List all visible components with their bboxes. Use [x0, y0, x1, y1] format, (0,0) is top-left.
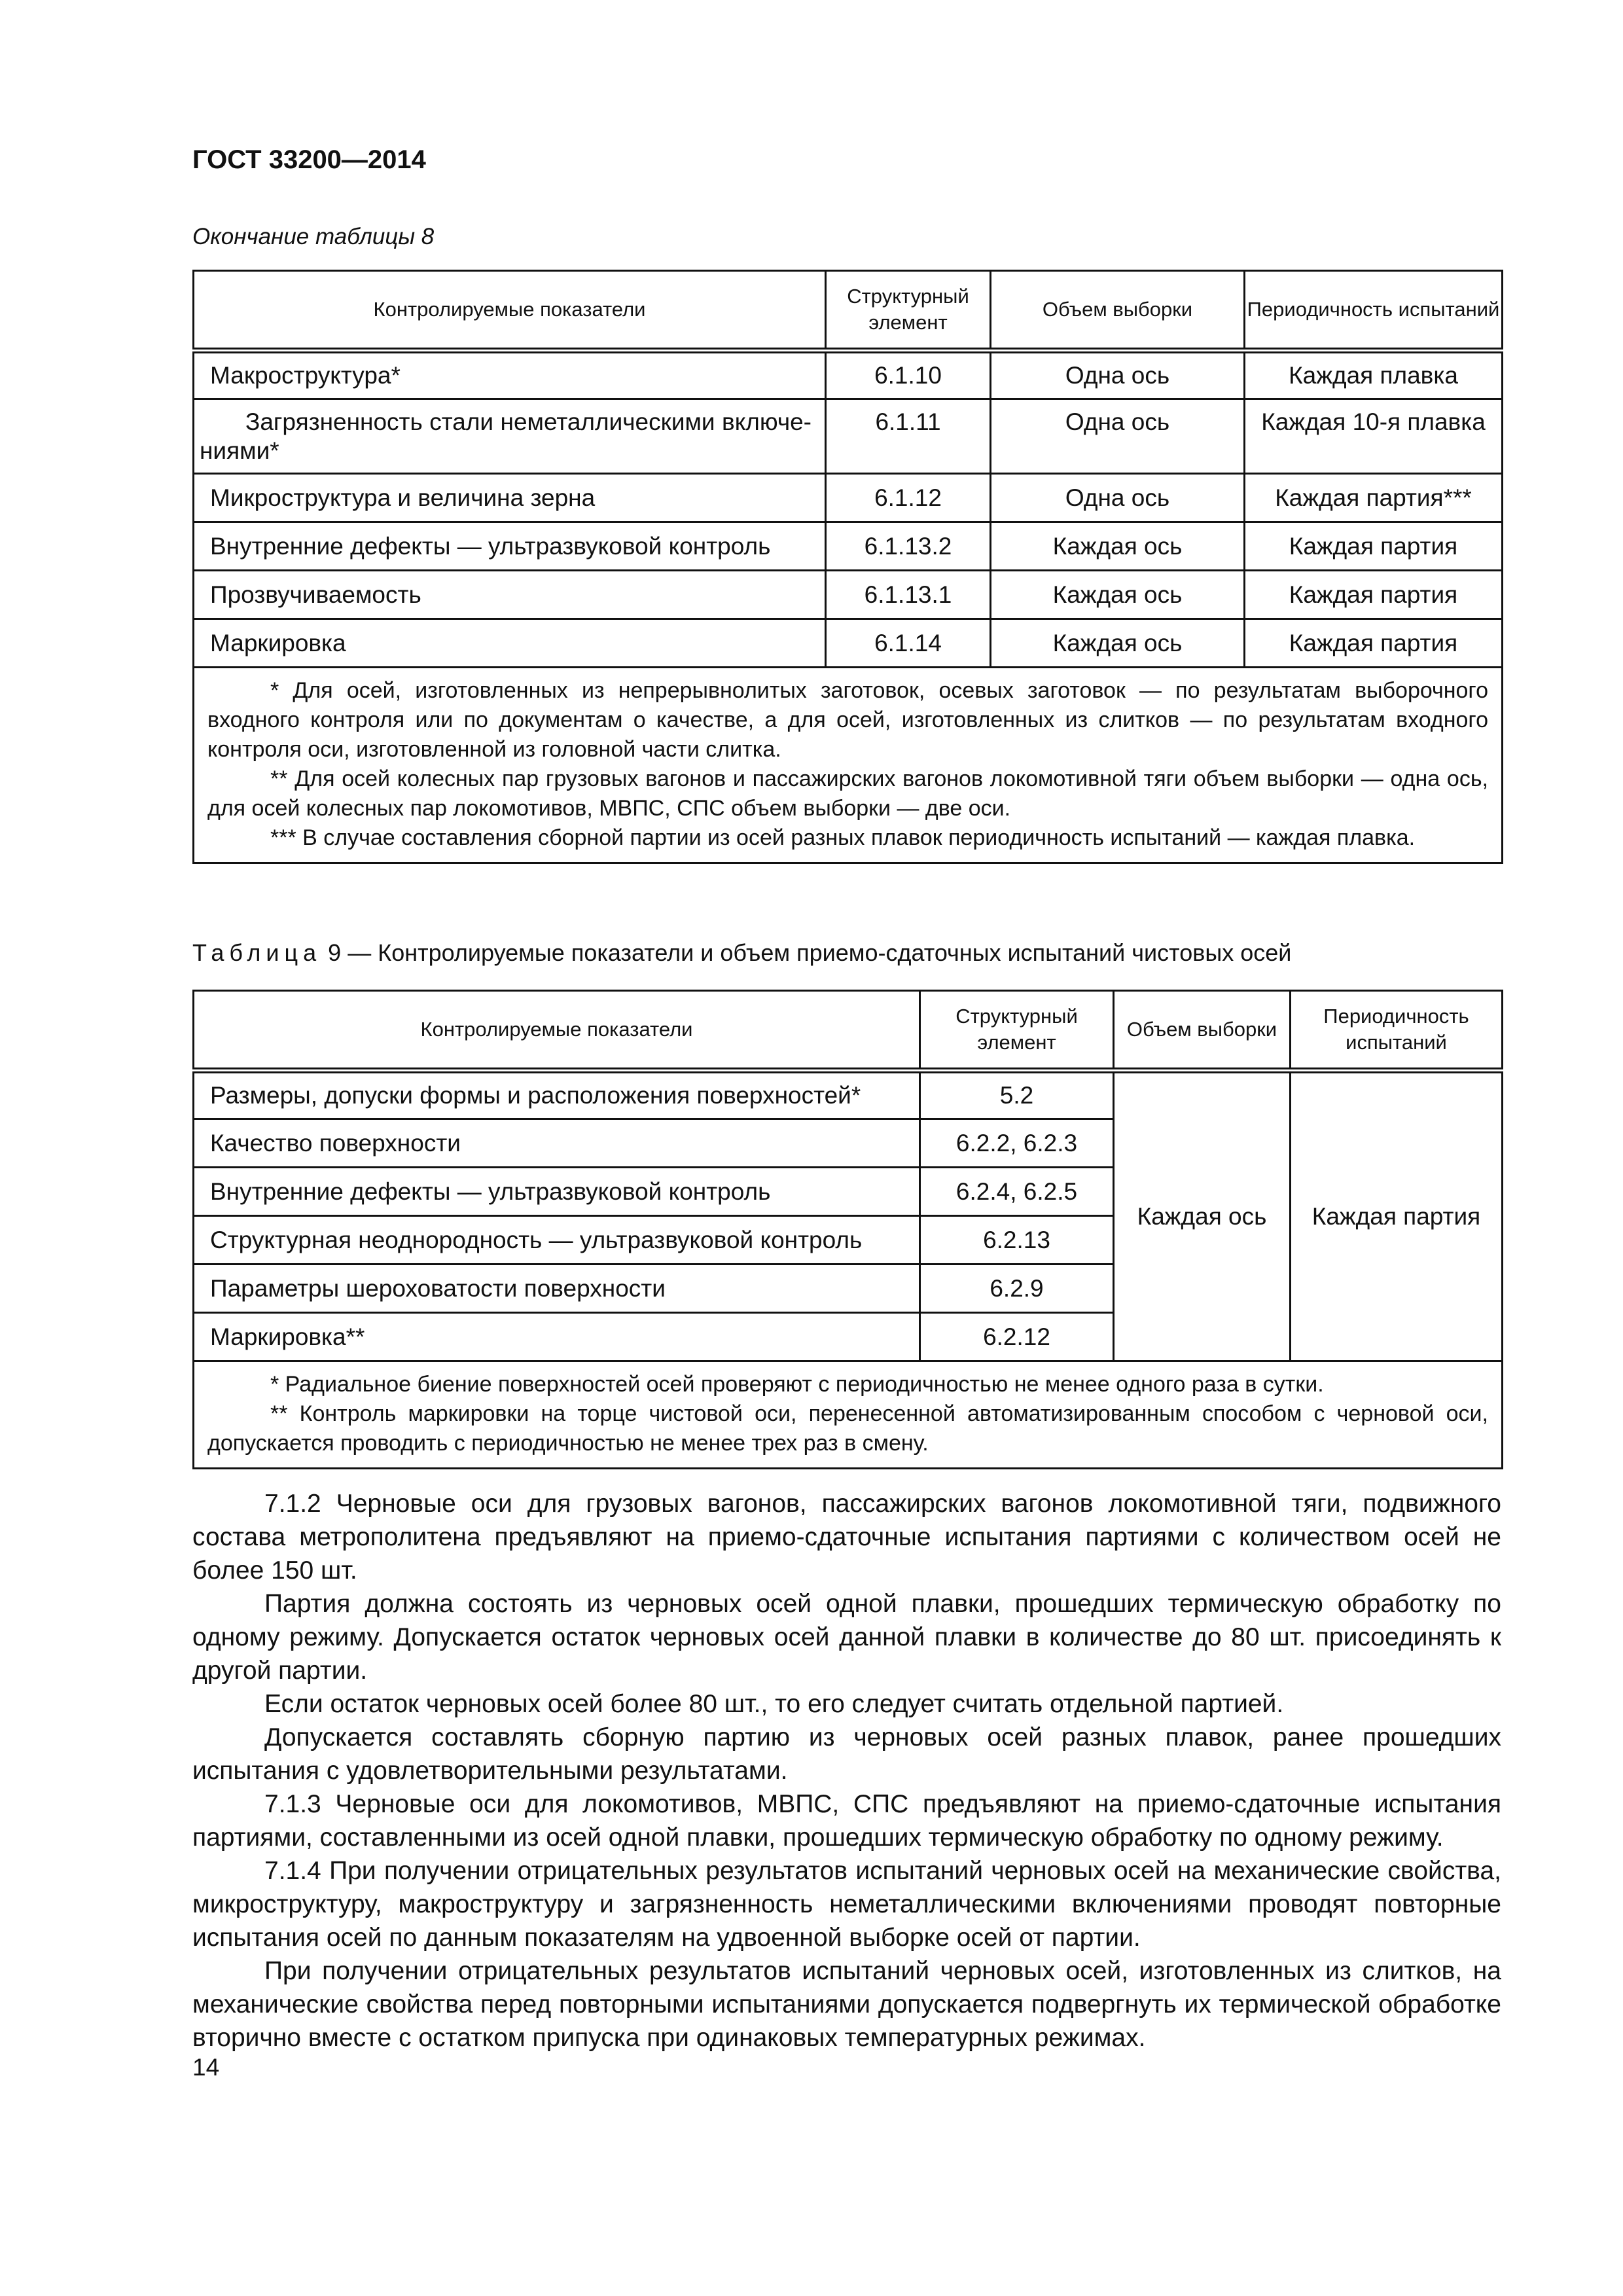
paragraph-7-1-3: 7.1.3 Черновые оси для локомотивов, МВПС, СПС предъявляют на приемо-сдаточные испытания партиями, составленными из осей одной плавки, прошедших термическую обработку по одному режиму. — [192, 1790, 1501, 1852]
cell-sample: Одна ось — [991, 474, 1245, 522]
table9-col-sample: Объем выборки — [1114, 991, 1291, 1071]
table9-col-indicators: Контролируемые показатели — [194, 991, 920, 1071]
table9-caption-text: — Контролируемые показатели и объем приемо-сдаточных испытаний чистовых осей — [348, 939, 1292, 966]
table8-notes-row — [194, 668, 1503, 863]
cell-indicator: Макроструктура* — [194, 351, 826, 399]
cell-element: 6.2.4, 6.2.5 — [920, 1168, 1114, 1216]
table9-note-2: ** Контроль маркировки на торце чистовой оси, перенесенной автоматизированным способом с черновой оси, допускается проводить с периодичностью не менее трех раз в смену. — [207, 1401, 1488, 1456]
cell-indicator: Размеры, допуски формы и расположения поверхностей* — [194, 1071, 920, 1119]
merged-sample-cell: Каждая ось — [1114, 1071, 1291, 1361]
paragraph-7-1-2: 7.1.2 Черновые оси для грузовых вагонов, пассажирских вагонов локомотивной тяги, подвижного состава метрополитена предъявляют на приемо-сдаточные испытания партиями с количеством осей не более 150 шт. — [192, 1490, 1501, 1585]
table-row — [194, 619, 1503, 668]
body-text — [192, 1487, 1501, 2054]
cell-indicator: Микроструктура и величина зерна — [194, 474, 826, 522]
paragraph: Если остаток черновых осей более 80 шт., то его следует считать отдельной партией. — [264, 1690, 1284, 1718]
cell-element: 6.1.10 — [826, 351, 991, 399]
cell-element: 6.2.13 — [920, 1216, 1114, 1265]
cell-element: 6.2.12 — [920, 1313, 1114, 1361]
table8-col-sample: Объем выборки — [991, 271, 1245, 351]
cell-sample: Одна ось — [991, 351, 1245, 399]
table-row — [194, 522, 1503, 571]
table-9 — [192, 990, 1503, 1469]
table-row — [194, 1071, 1503, 1119]
table8-col-period: Периодичность испытаний — [1245, 271, 1503, 351]
table-8 — [192, 270, 1503, 864]
cell-element: 6.1.13.1 — [826, 571, 991, 619]
table-row — [194, 351, 1503, 399]
cell-indicator: Структурная неоднородность — ультразвуковой контроль — [194, 1216, 920, 1265]
cell-sample: Каждая ось — [991, 619, 1245, 668]
paragraph: При получении отрицательных результатов испытаний черновых осей, изготовленных из слитков, на механические свойства перед повторными испытаниями допускается подвергнуть их термической обработке вторично вместе с остатком припуска при одинаковых температурных режимах. — [192, 1957, 1501, 2052]
cell-period: Каждая 10-я плавка — [1245, 399, 1503, 474]
cell-element: 6.1.12 — [826, 474, 991, 522]
cell-indicator: Качество поверхности — [194, 1119, 920, 1168]
cell-element: 6.2.9 — [920, 1265, 1114, 1313]
paragraph: Партия должна состоять из черновых осей одной плавки, прошедших термическую обработку по одному режиму. Допускается остаток черновых осей данной плавки в количестве до 80 шт. присоединять к другой партии. — [192, 1590, 1501, 1685]
cell-element: 6.1.14 — [826, 619, 991, 668]
cell-indicator: Внутренние дефекты — ультразвуковой контроль — [194, 1168, 920, 1216]
cell-sample: Каждая ось — [991, 571, 1245, 619]
cell-period: Каждая партия*** — [1245, 474, 1503, 522]
table8-header-row — [194, 271, 1503, 351]
table9-caption-number: 9 — [328, 939, 342, 966]
cell-indicator: Прозвучиваемость — [194, 571, 826, 619]
cell-indicator: Внутренние дефекты — ультразвуковой контроль — [194, 522, 826, 571]
table9-col-element: Структурный элемент — [920, 991, 1114, 1071]
cell-indicator: Маркировка** — [194, 1313, 920, 1361]
table-row — [194, 571, 1503, 619]
cell-period: Каждая партия — [1245, 522, 1503, 571]
cell-element: 6.2.2, 6.2.3 — [920, 1119, 1114, 1168]
cell-period: Каждая партия — [1245, 619, 1503, 668]
cell-period: Каждая партия — [1245, 571, 1503, 619]
cell-period: Каждая плавка — [1245, 351, 1503, 399]
table8-notes — [194, 668, 1503, 863]
cell-indicator: Загрязненность стали неметаллическими включе-ниями* — [194, 399, 826, 474]
table9-col-period: Периодичность испытаний — [1291, 991, 1503, 1071]
table8-col-indicators: Контролируемые показатели — [194, 271, 826, 351]
cell-element: 5.2 — [920, 1071, 1114, 1119]
document-code-header: ГОСТ 33200—2014 — [192, 145, 426, 174]
table9-note-1: * Радиальное биение поверхностей осей проверяют с периодичностью не менее одного раза в сутки. — [270, 1372, 1324, 1397]
cell-sample: Одна ось — [991, 399, 1245, 474]
table9-caption-label: Таблица — [192, 939, 322, 966]
cell-element: 6.1.11 — [826, 399, 991, 474]
table9-notes-row — [194, 1361, 1503, 1469]
table8-col-element: Структурный элемент — [826, 271, 991, 351]
paragraph-7-1-4: 7.1.4 При получении отрицательных результатов испытаний черновых осей на механические свойства, микроструктуру, макроструктуру и загрязненность неметаллическими включениями проводят повторные испытания осей по данным показателям на удвоенной выборке осей от партии. — [192, 1857, 1501, 1952]
table-row — [194, 474, 1503, 522]
table9-header-row — [194, 991, 1503, 1071]
cell-indicator: Параметры шероховатости поверхности — [194, 1265, 920, 1313]
merged-period-cell: Каждая партия — [1291, 1071, 1503, 1361]
paragraph: Допускается составлять сборную партию из черновых осей разных плавок, ранее прошедших испытания с удовлетворительными результатами. — [192, 1723, 1501, 1785]
cell-element: 6.1.13.2 — [826, 522, 991, 571]
cell-indicator: Маркировка — [194, 619, 826, 668]
table8-note-3: *** В случае составления сборной партии из осей разных плавок периодичность испытаний — каждая плавка. — [270, 825, 1416, 850]
table8-continuation-label: Окончание таблицы 8 — [192, 224, 435, 249]
table-row — [194, 399, 1503, 474]
table8-note-2: ** Для осей колесных пар грузовых вагонов и пассажирских вагонов локомотивной тяги объем выборки — одна ось, для осей колесных пар локомотивов, МВПС, СПС объем выборки — две оси. — [207, 766, 1488, 821]
table9-notes — [194, 1361, 1503, 1469]
table9-caption — [192, 941, 1291, 965]
cell-sample: Каждая ось — [991, 522, 1245, 571]
table8-note-1: * Для осей, изготовленных из непрерывнолитых заготовок, осевых заготовок — по результатам выборочного входного контроля или по документам о качестве, а для осей, изготовленных из слитков — по результатам входного контроля оси, изготовленной из головной части слитка. — [207, 678, 1488, 762]
page-number: 14 — [192, 2054, 220, 2081]
